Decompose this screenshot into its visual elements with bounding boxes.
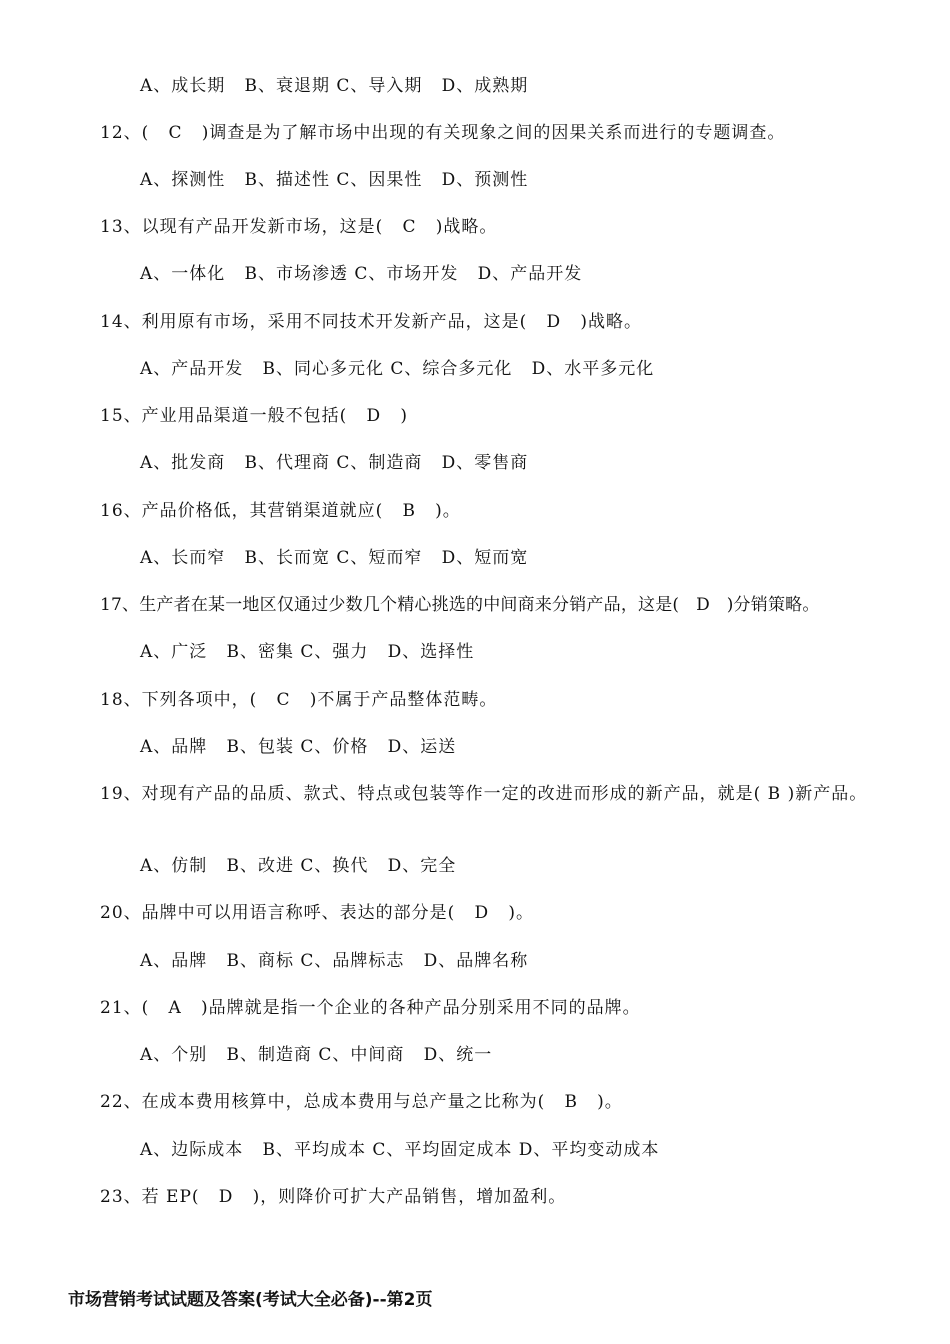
question-17: 17、生产者在某一地区仅通过少数几个精心挑选的中间商来分销产品，这是( D )分销策略。 [100,595,820,615]
answer-options-19: A、仿制 B、改进 C、换代 D、完全 [140,856,457,876]
answer-options-14: A、产品开发 B、同心多元化 C、综合多元化 D、水平多元化 [140,359,655,379]
question-13: 13、以现有产品开发新市场，这是( C )战略。 [100,217,498,237]
question-12: 12、( C )调查是为了解市场中出现的有关现象之间的因果关系而进行的专题调查。 [100,123,786,143]
question-18: 18、下列各项中，( C )不属于产品整体范畴。 [100,690,498,710]
answer-options-18: A、品牌 B、包装 C、价格 D、运送 [140,737,457,757]
question-16: 16、产品价格低，其营销渠道就应( B )。 [100,501,461,521]
question-22: 22、在成本费用核算中，总成本费用与总产量之比称为( B )。 [100,1092,623,1112]
question-14: 14、利用原有市场，采用不同技术开发新产品，这是( D )战略。 [100,312,642,332]
answer-options-20: A、品牌 B、商标 C、品牌标志 D、品牌名称 [140,951,529,971]
answer-options-16: A、长而窄 B、长而宽 C、短而窄 D、短而宽 [140,548,529,568]
answer-options-21: A、个别 B、制造商 C、中间商 D、统一 [140,1045,493,1065]
question-20: 20、品牌中可以用语言称呼、表达的部分是( D )。 [100,903,534,923]
answer-options-17: A、广泛 B、密集 C、强力 D、选择性 [140,642,475,662]
page-footer: 市场营销考试试题及答案(考试大全必备)--第2页 [68,1290,433,1310]
question-15: 15、产业用品渠道一般不包括( D ) [100,406,408,426]
answer-options-15: A、批发商 B、代理商 C、制造商 D、零售商 [140,453,529,473]
question-19: 19、对现有产品的品质、款式、特点或包装等作一定的改进而形成的新产品，就是( B )新产品。 [100,784,868,804]
answer-options-12: A、探测性 B、描述性 C、因果性 D、预测性 [140,170,529,190]
answer-options-11: A、成长期 B、衰退期 C、导入期 D、成熟期 [140,76,529,96]
answer-options-13: A、一体化 B、市场渗透 C、市场开发 D、产品开发 [140,264,583,284]
answer-options-22: A、边际成本 B、平均成本 C、平均固定成本 D、平均变动成本 [140,1140,660,1160]
question-21: 21、( A )品牌就是指一个企业的各种产品分别采用不同的品牌。 [100,998,641,1018]
question-23: 23、若 EP( D )，则降价可扩大产品销售，增加盈利。 [100,1187,567,1207]
